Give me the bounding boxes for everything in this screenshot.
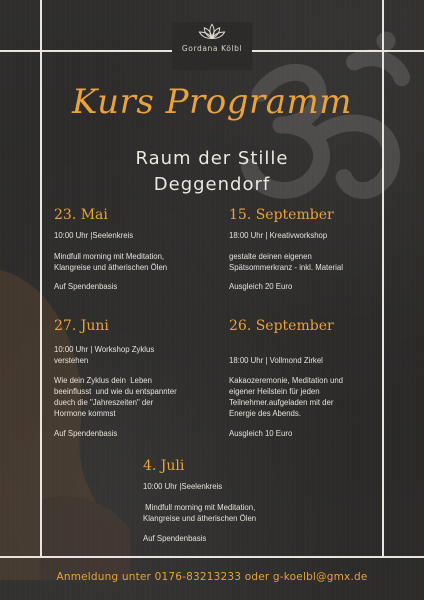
event-date: 23. Mai — [54, 207, 108, 223]
event-juni — [54, 318, 224, 439]
brand-name: Gordana Kölbl — [181, 44, 243, 53]
event-description: eigener Heilstein für jeden — [229, 387, 320, 396]
event-description: Mindfull morning mit Meditation, — [54, 252, 165, 261]
subtitle-city: Deggendorf — [153, 174, 271, 195]
logo — [172, 22, 252, 70]
lotus-icon — [198, 22, 226, 42]
event-description: Klangreise und ätherischen Ölen — [143, 514, 257, 523]
event-price: Auf Spendenbasis — [54, 282, 118, 291]
event-september-26 — [229, 318, 379, 439]
event-description: Hormone kommst — [54, 409, 116, 418]
event-mai — [54, 207, 224, 292]
event-price: Ausgleich 20 Euro — [229, 282, 293, 291]
event-description: duech die "Jahreszeiten" der — [54, 398, 154, 407]
event-description: Spätsommerkranz - inkl. Material — [229, 263, 343, 272]
event-description: Kakaozeremonie, Meditation und — [229, 376, 343, 385]
event-time: 18:00 Uhr | Vollmond Zirkel — [229, 356, 323, 365]
frame-line-bottom — [0, 556, 424, 558]
event-description: beeinflusst und wie du entspannter — [54, 387, 177, 396]
event-description: Teilnehmer.aufgeladen mit der — [229, 398, 334, 407]
event-date: 27. Juni — [54, 318, 109, 334]
event-date: 26. September — [229, 318, 334, 334]
event-description: Energie des Abends. — [229, 409, 301, 418]
event-price: Ausgleich 10 Euro — [229, 429, 293, 438]
event-time: 18:00 Uhr | Kreativworkshop — [229, 231, 328, 240]
event-time: 10:00 Uhr | Workshop Zyklus — [54, 345, 155, 354]
registration-contact: Anmeldung unter 0176-83213233 oder g-koelbl@gmx.de — [56, 571, 368, 583]
event-price: Auf Spendenbasis — [54, 429, 118, 438]
event-september-15 — [229, 207, 379, 292]
subtitle-venue: Raum der Stille — [135, 148, 289, 169]
event-description: Wie dein Zyklus dein Leben — [54, 376, 152, 385]
poster-title: Kurs Programm — [72, 82, 352, 122]
event-juli — [143, 458, 343, 544]
event-date: 4. Juli — [143, 458, 185, 474]
event-time: 10:00 Uhr |Seelenkreis — [54, 231, 134, 240]
event-description: Mindfull morning mit Meditation, — [143, 503, 256, 512]
event-time: verstehen — [54, 356, 89, 365]
event-price: Auf Spendenbasis — [143, 534, 207, 543]
event-description: Klangreise und ätherischen Ölen — [54, 263, 168, 272]
event-time: 10:00 Uhr |Seelenkreis — [143, 482, 223, 491]
event-date: 15. September — [229, 207, 334, 223]
event-description: gestalte deinen eigenen — [229, 252, 312, 261]
